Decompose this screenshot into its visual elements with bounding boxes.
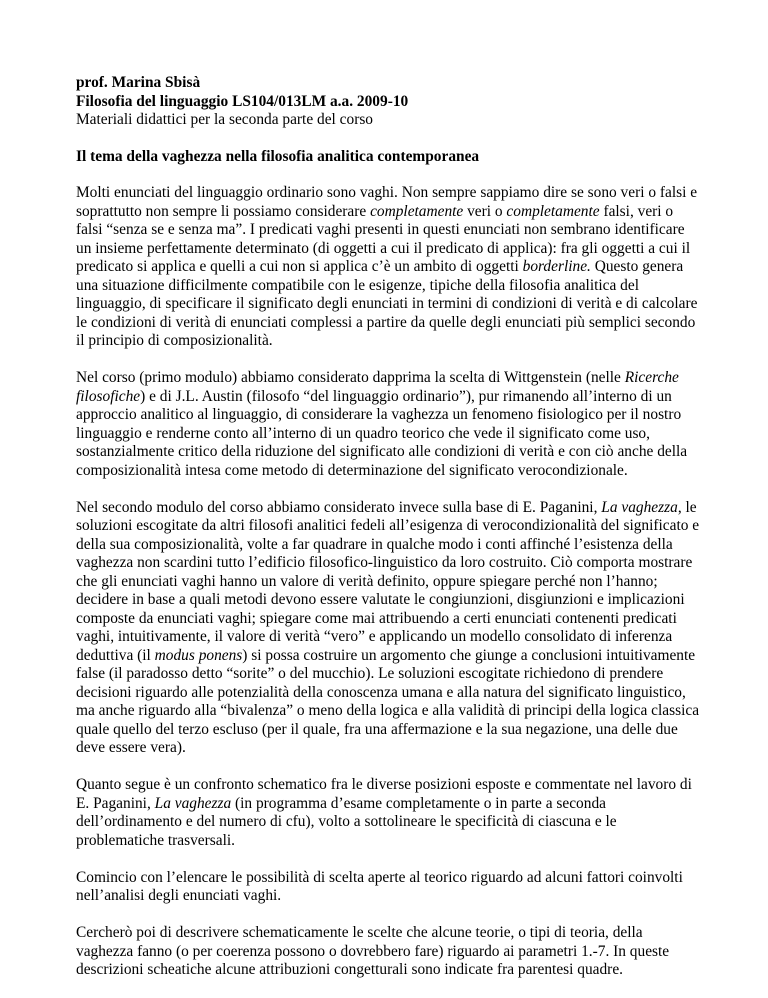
text-run: veri o — [463, 202, 507, 220]
text-run: Nel secondo modulo del corso abbiamo considerato invece sulla base di E. Paganini, — [76, 498, 602, 516]
document-page — [76, 74, 702, 998]
text-run: Comincio con l’elencare le possibilità di scelta aperte al teorico riguardo ad alcuni fattori coinvolti nell’analisi degli enunciati vaghi. — [76, 868, 683, 904]
text-run: , le soluzioni escogitate da altri filosofi analitici fedeli all’esigenza di verocondizionalità del significato e della sua composizionalità, volte a far quadrare in qualche modo i conti affinché l’esistenza della vaghezza non scardini tutto l’edificio filosofico-linguistico da loro costruito. Ciò comporta mostrare che gli enunciati vaghi hanno un valore di verità definito, oppure spiegare perché non l’hanno; decidere in base a quali metodi devono essere valutate le congiunzioni, disgiunzioni e implicazioni composte da enunciati vaghi; spiegare come mai attribuendo a certi enunciati contenenti predicati vaghi, intuitivamente, il valore di verità “vero” e applicando un modello consolidato di inferenza deduttiva (il — [76, 498, 700, 664]
text-run: ) si possa costruire un argomento che giunge a conclusioni intuitivamente false (il paradosso detto “sorite” o del mucchio). Le soluzioni escogitate richiedono di prendere decisioni riguardo alle potenzialità della conoscenza umana e alla natura del significato linguistico, ma anche riguardo alla “bivalenza” o meno della logica e alla validità di principi della logica classica quale quello del terzo escluso (per il quale, fra una affermazione e la sua negazione, una delle due deve essere vera). — [76, 646, 700, 756]
text-run: Nel corso (primo modulo) abbiamo considerato dapprima la scelta di Wittgenstein (nelle — [76, 369, 625, 386]
paragraph-6 — [76, 924, 702, 980]
text-run: (in programma d’esame completamente o in parte a seconda dell’ordinamento e del numero di cfu), volto a sottolineare le specificità di ciascuna e le problematiche trasversali. — [76, 794, 617, 849]
paragraph-2 — [76, 369, 702, 480]
paragraph-3 — [76, 499, 702, 758]
text-run: Molti enunciati del linguaggio ordinario sono vaghi. Non sempre sappiamo dire se sono veri o falsi e soprattutto non sempre li possiamo considerare — [76, 184, 698, 220]
emphasis: modus ponens — [154, 646, 243, 664]
subtitle-line: Materiali didattici per la seconda parte del corso — [76, 111, 373, 128]
section-title: Il tema della vaghezza nella filosofia analitica contemporanea — [76, 147, 480, 165]
paragraph-4 — [76, 776, 702, 850]
author-line: prof. Marina Sbisà — [76, 74, 201, 91]
course-line: Filosofia del linguaggio LS104/013LM a.a. 2009-10 — [76, 92, 409, 110]
document-header — [76, 74, 702, 130]
emphasis: completamente — [506, 202, 600, 220]
text-run: Cercherò poi di descrivere schematicamente le scelte che alcune teorie, o tipi di teoria, della vaghezza fanno (o per coerenza possono o dovrebbero fare) riguardo ai parametri 1.-7. In queste descrizioni scheatiche alcune attribuzioni congetturali sono indicate fra parentesi quadre. — [76, 924, 670, 978]
text-run: ) e di J.L. Austin (filosofo “del linguaggio ordinario”), pur rimanendo all’interno di un approccio analitico al linguaggio, di considerare la vaghezza un fenomeno fisiologico per il nostro linguaggio e renderne conto all’interno di un quadro teorico che vede il significato come uso, sostanzialmente critico della riduzione del significato alle condizioni di verità e con ciò anche della composizionalità intesa come metodo di determinazione del significato verocondizionale. — [76, 387, 688, 479]
paragraph-1 — [76, 184, 702, 351]
emphasis: La vaghezza — [154, 794, 232, 812]
text-run: Quanto segue è un confronto schematico fra le diverse posizioni esposte e commentate nel lavoro di E. Paganini, — [76, 776, 692, 812]
text-run: falsi, veri o falsi “senza se e senza ma”. I predicati vaghi presenti in questi enunciati non sembrano identificare un insieme perfettamente determinato (di oggetti a cui il predicato di applica): fra gli oggetti a cui il predicato si applica e quelli a cui non si applica c’è un ambito di oggetti — [76, 202, 691, 275]
emphasis: La vaghezza — [601, 498, 678, 516]
emphasis: Ricerche filosofiche — [76, 369, 679, 405]
emphasis: borderline. — [522, 258, 591, 275]
text-run: Questo genera una situazione difficilmente compatibile con le esigenze, tipiche della filosofia analitica del linguaggio, di specificare il significato degli enunciati in termini di condizioni di verità e di calcolare le condizioni di verità di enunciati complessi a partire da quelle degli enunciati più semplici secondo il principio di composizionalità. — [76, 258, 698, 349]
paragraph-5 — [76, 869, 702, 906]
emphasis: completamente — [370, 202, 464, 220]
